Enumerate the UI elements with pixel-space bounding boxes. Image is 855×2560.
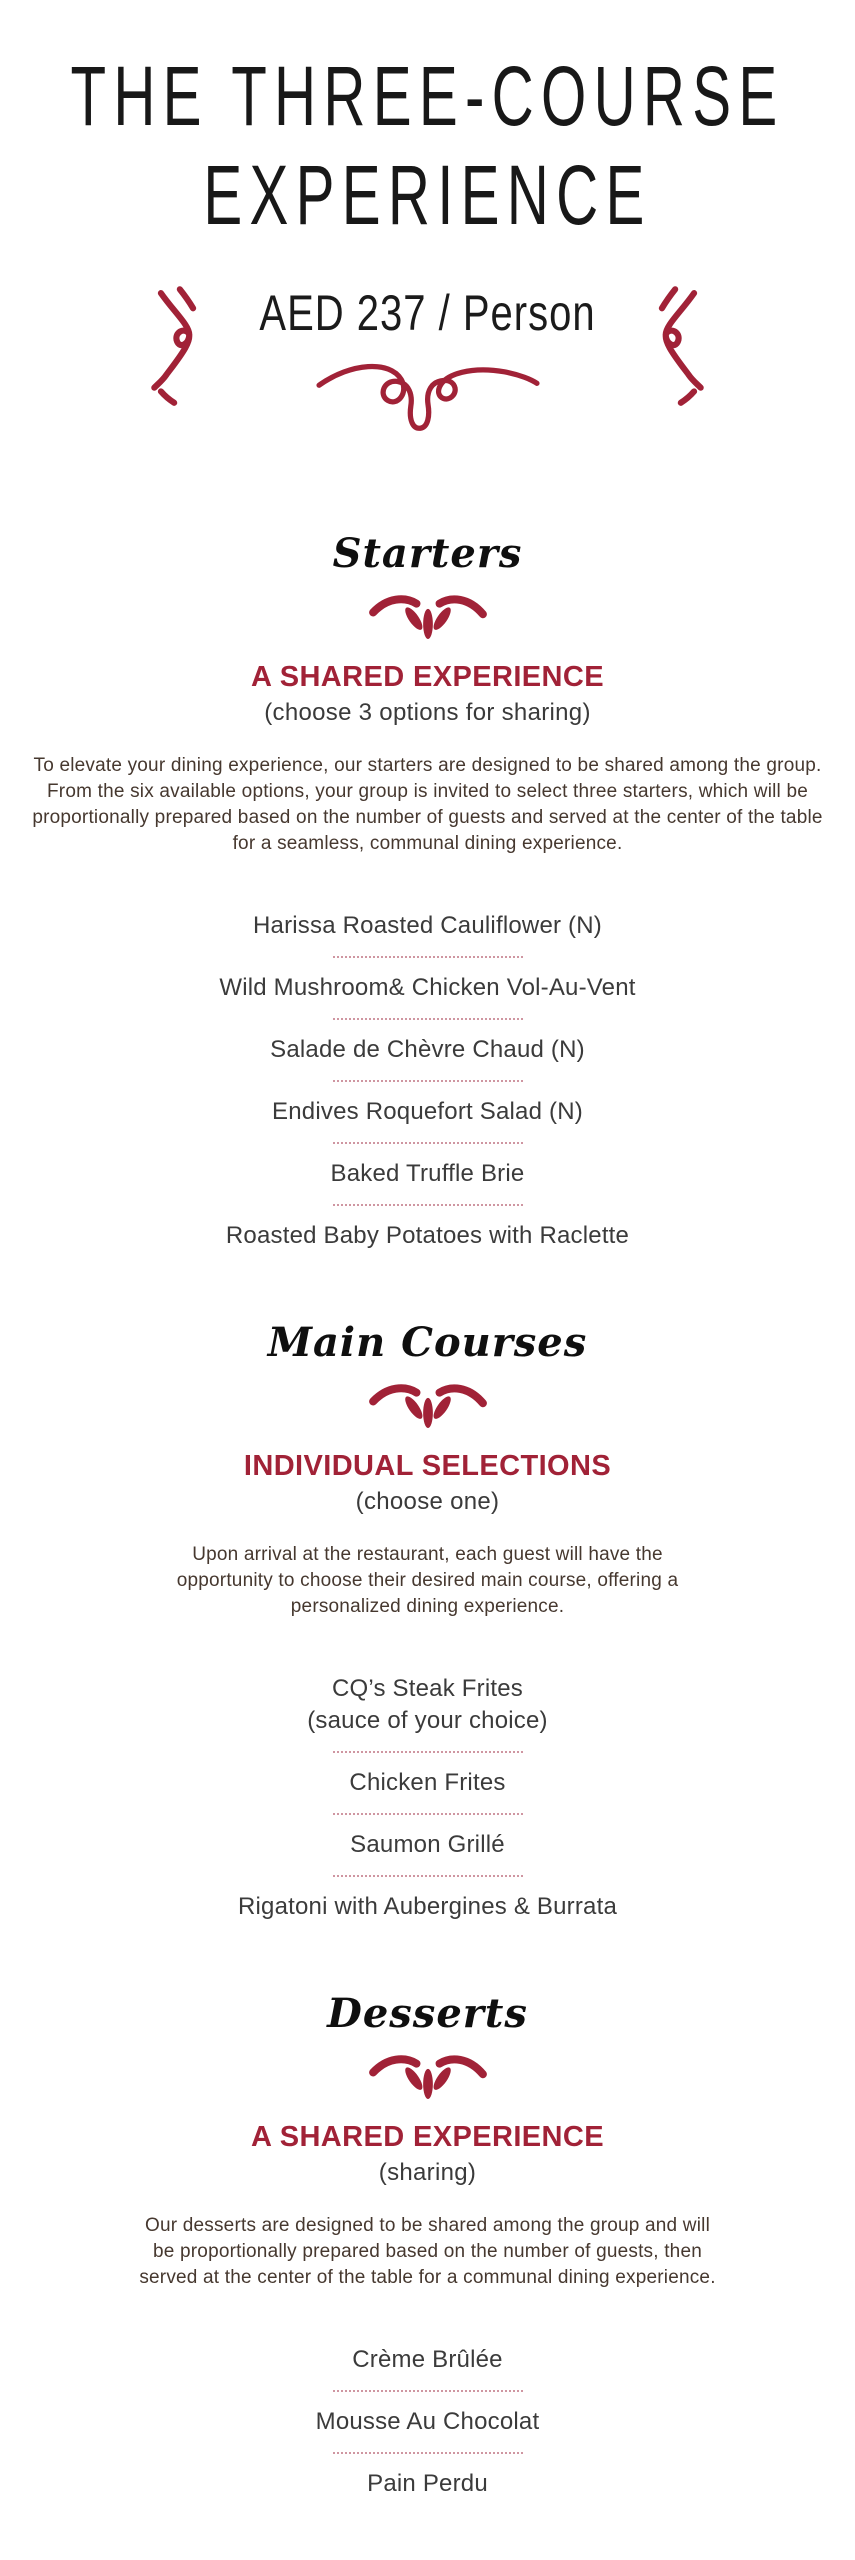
- section-main-courses-subheading: (choose one): [355, 1488, 500, 1515]
- section-main-courses-heading: INDIVIDUAL SELECTIONS: [243, 1450, 612, 1482]
- dotted-divider: [333, 1204, 523, 1206]
- left-flourish-icon: [125, 266, 229, 428]
- menu-item-note: (sauce of your choice): [307, 1707, 548, 1734]
- price-text: AED 237 / Person: [259, 286, 596, 342]
- section-desserts-name: Desserts: [327, 1990, 528, 2037]
- section-starters-name: Starters: [332, 530, 523, 577]
- page-title: [0, 46, 855, 244]
- section-starters-description: To elevate your dining experience, our starters are designed to be shared among the group. From the six available options, your group is invited to select three starters, which will be proportionally prepared based on the number of guests and served at the center of the table for a seamless, communal dining experience.: [32, 755, 823, 854]
- menu-item: Roasted Baby Potatoes with Raclette: [225, 1222, 630, 1249]
- section-desserts: [0, 1990, 855, 2499]
- menu-item: Rigatoni with Aubergines & Burrata: [237, 1893, 617, 1920]
- menu-item: Wild Mushroom& Chicken Vol-Au-Vent: [219, 974, 636, 1001]
- menu-item: Saumon Grillé: [350, 1831, 505, 1858]
- menu-item: [0, 1674, 855, 1736]
- menu-item-label: CQ’s Steak Frites: [331, 1675, 523, 1702]
- dotted-divider: [333, 1018, 523, 1020]
- dotted-divider: [333, 1751, 523, 1753]
- menu-header: [0, 46, 855, 462]
- menu-item: Endives Roquefort Salad (N): [272, 1098, 583, 1125]
- menu-item: Mousse Au Chocolat: [315, 2408, 540, 2435]
- section-desserts-subheading: (sharing): [378, 2159, 477, 2186]
- menu-item: Chicken Frites: [349, 1769, 506, 1796]
- menu-item: Pain Perdu: [367, 2470, 488, 2497]
- desserts-list: [0, 2345, 855, 2499]
- dotted-divider: [333, 1080, 523, 1082]
- menu-item: Harissa Roasted Cauliflower (N): [253, 912, 602, 939]
- petal-ornament-icon: [366, 1376, 490, 1434]
- swirl-flourish-icon: [305, 347, 551, 433]
- petal-ornament-icon: [366, 587, 490, 645]
- dotted-divider: [333, 1813, 523, 1815]
- section-main-courses-name: Main Courses: [267, 1319, 588, 1366]
- page-title-line2: EXPERIENCE: [203, 147, 652, 242]
- dotted-divider: [333, 1142, 523, 1144]
- section-main-courses: [0, 1319, 855, 1922]
- dotted-divider: [333, 2452, 523, 2454]
- price-row: [0, 266, 855, 462]
- section-main-courses-description: Upon arrival at the restaurant, each guest will have the opportunity to choose their desired main course, offering a personalized dining experience.: [176, 1544, 679, 1617]
- dotted-divider: [333, 956, 523, 958]
- petal-ornament-icon: [366, 2047, 490, 2105]
- starters-list: [0, 911, 855, 1251]
- dotted-divider: [333, 2390, 523, 2392]
- right-flourish-icon: [626, 266, 730, 428]
- section-starters-heading: A SHARED EXPERIENCE: [251, 661, 604, 693]
- menu-item: Salade de Chèvre Chaud (N): [270, 1036, 585, 1063]
- menu-item: Crème Brûlée: [352, 2346, 503, 2373]
- page-title-line1: THE THREE-COURSE: [70, 48, 785, 143]
- section-starters-subheading: (choose 3 options for sharing): [264, 699, 591, 726]
- section-desserts-heading: A SHARED EXPERIENCE: [251, 2121, 604, 2153]
- dotted-divider: [333, 1875, 523, 1877]
- section-starters: [0, 530, 855, 1251]
- price-block: [259, 266, 595, 433]
- section-desserts-description: Our desserts are designed to be shared among the group and will be proportionally prepared based on the number of guests, then served at the center of the table for a communal dining experience.: [139, 2215, 716, 2288]
- main-courses-list: [0, 1674, 855, 1922]
- menu-item: Baked Truffle Brie: [330, 1160, 525, 1187]
